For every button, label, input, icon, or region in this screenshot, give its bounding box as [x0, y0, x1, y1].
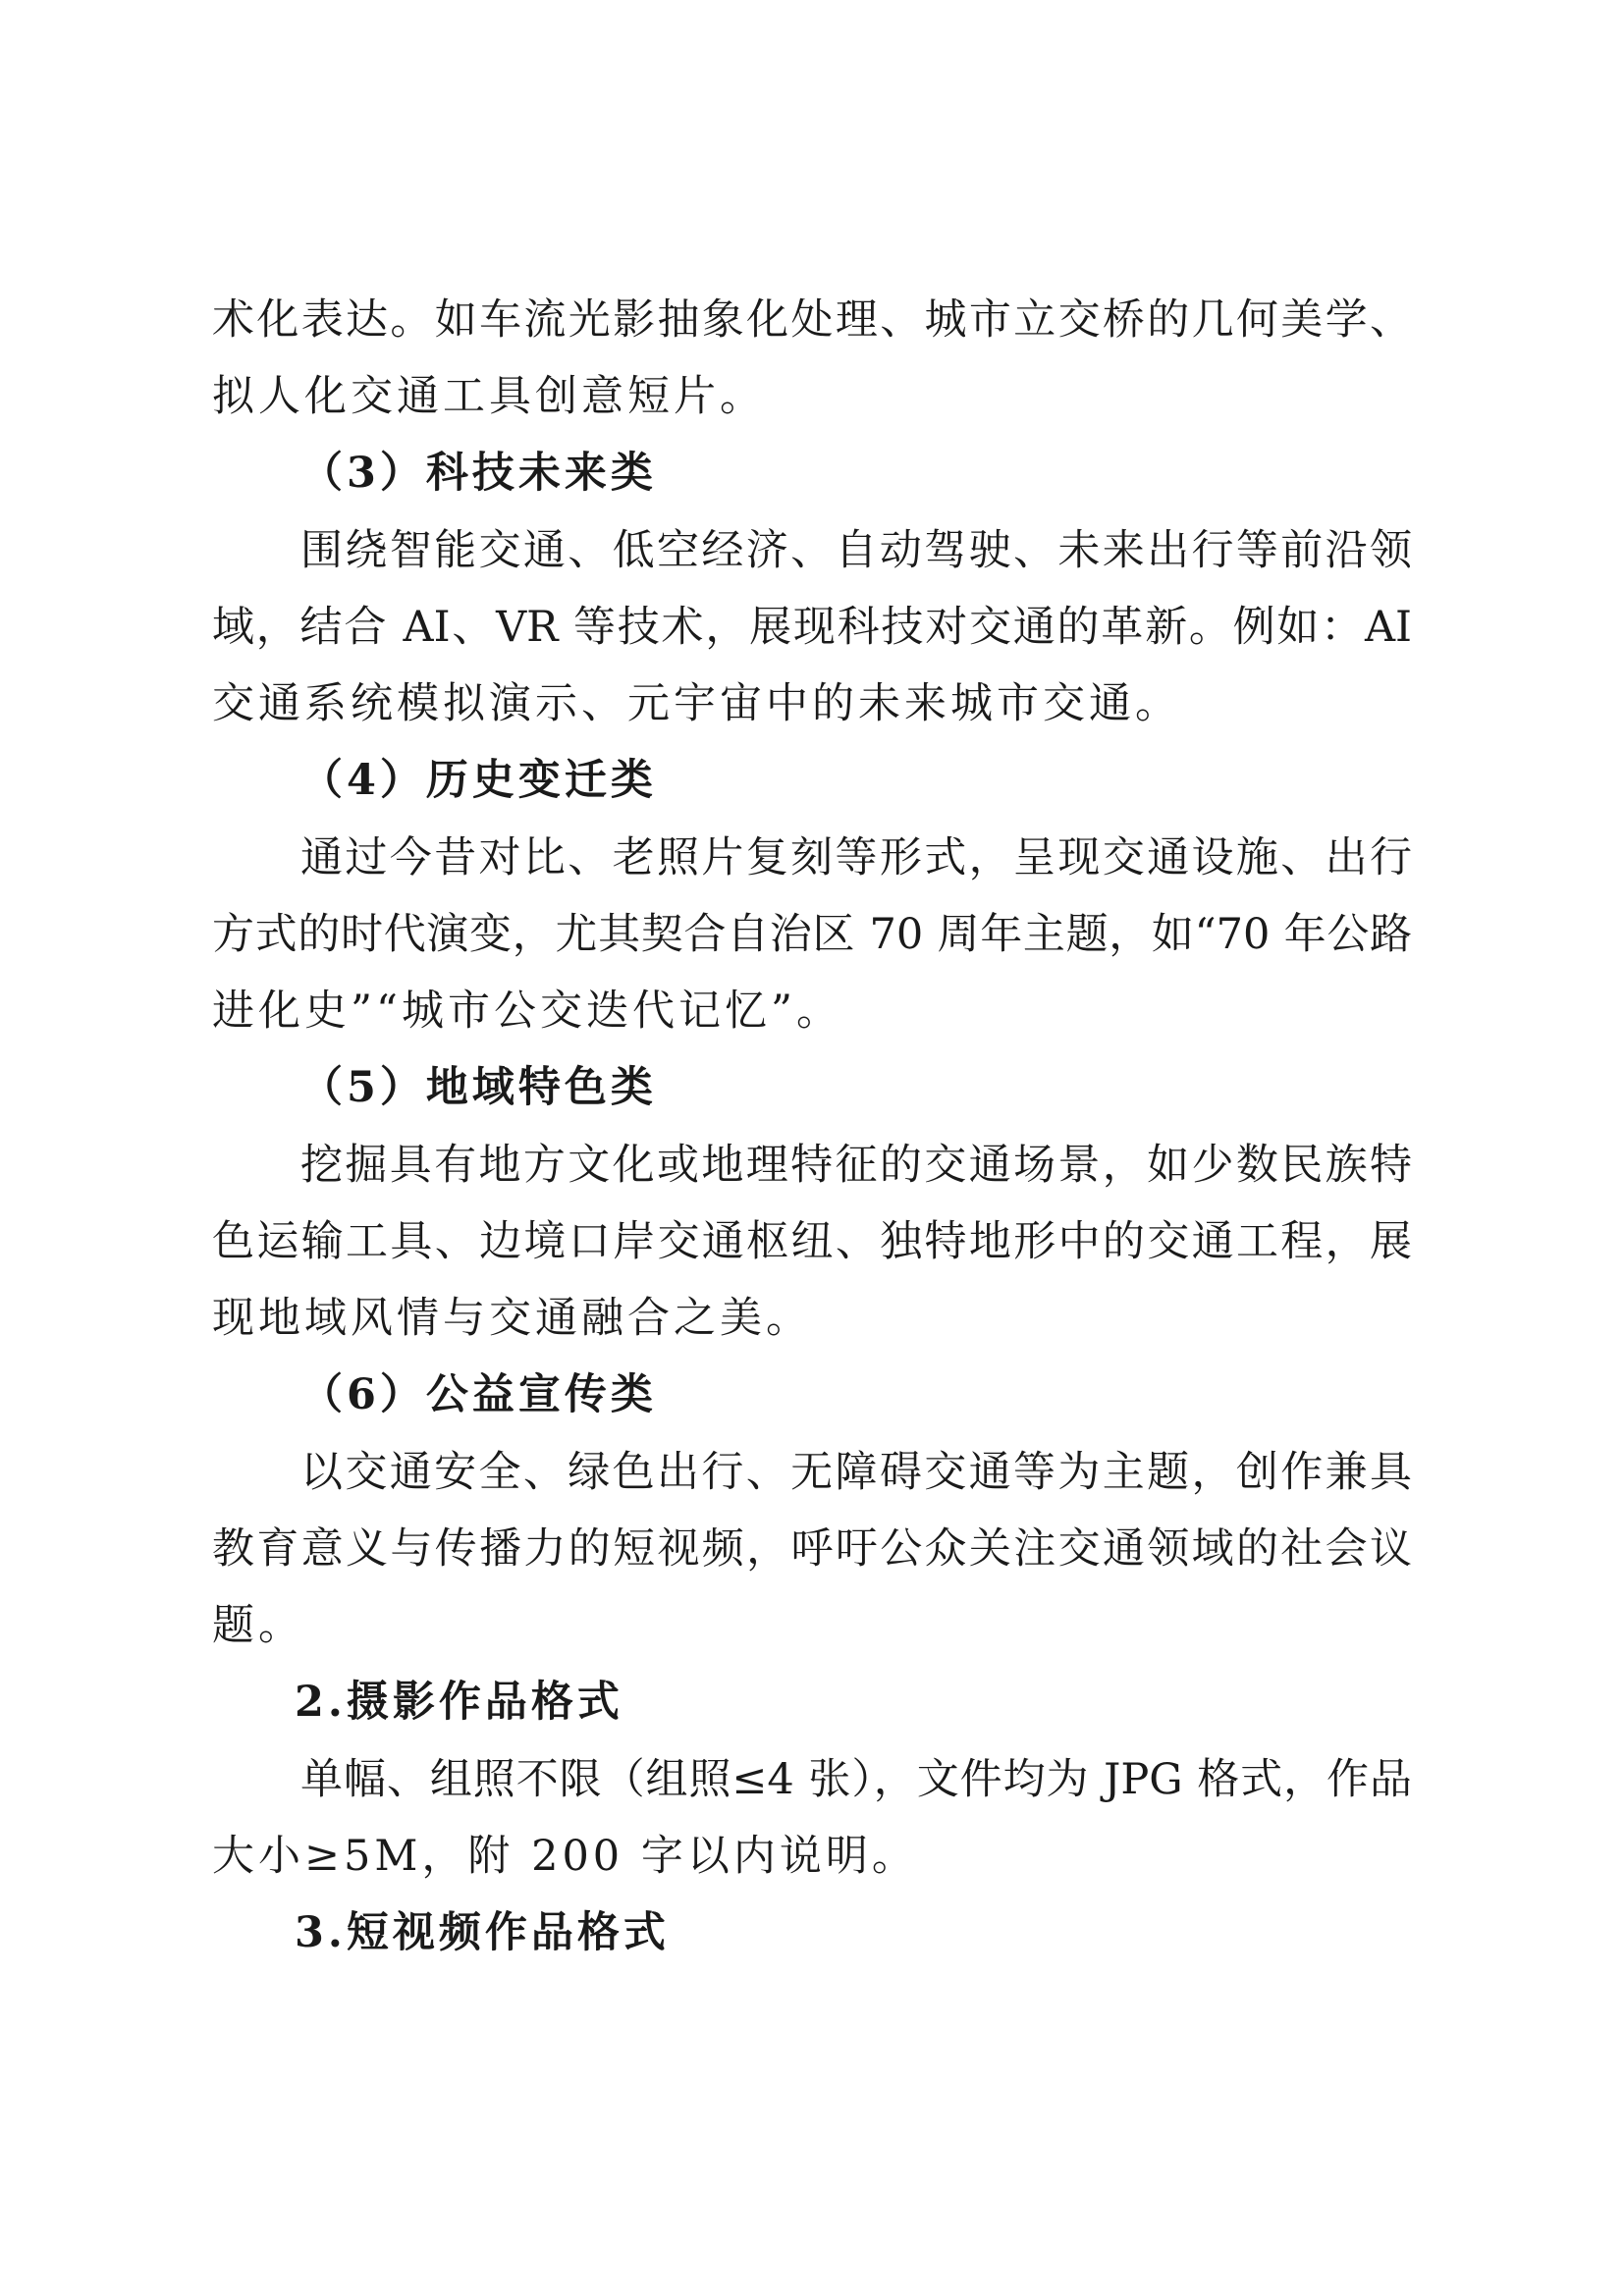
- paragraph-line: 教育意义与传播力的短视频，呼吁公众关注交通领域的社会议: [212, 1524, 1412, 1574]
- paragraph-line: 单幅、组照不限（组照≤4 张），文件均为 JPG 格式，作品: [300, 1755, 1412, 1804]
- subheading-regional: （5）地域特色类: [300, 1063, 657, 1112]
- paragraph-line: 域，结合 AI、VR 等技术，展现科技对交通的革新。例如：AI: [212, 603, 1412, 652]
- paragraph-line: 术化表达。如车流光影抽象化处理、城市立交桥的几何美学、: [212, 295, 1412, 345]
- subheading-public-welfare: （6）公益宣传类: [300, 1370, 657, 1419]
- paragraph-line: 题。: [212, 1601, 304, 1650]
- subheading-history: （4）历史变迁类: [300, 756, 657, 805]
- paragraph-line: 现地域风情与交通融合之美。: [212, 1294, 812, 1343]
- paragraph-line: 色运输工具、边境口岸交通枢纽、独特地形中的交通工程，展: [212, 1217, 1412, 1266]
- paragraph-line: 围绕智能交通、低空经济、自动驾驶、未来出行等前沿领: [300, 526, 1412, 575]
- paragraph-line: 挖掘具有地方文化或地理特征的交通场景，如少数民族特: [300, 1141, 1412, 1190]
- section-heading-photo-format: 2.摄影作品格式: [295, 1678, 623, 1727]
- paragraph-line: 拟人化交通工具创意短片。: [212, 372, 766, 421]
- paragraph-line: 交通系统模拟演示、元宇宙中的未来城市交通。: [212, 679, 1181, 728]
- paragraph-line: 进化史”“城市公交迭代记忆”。: [212, 987, 842, 1036]
- paragraph-line: 方式的时代演变，尤其契合自治区 70 周年主题，如“70 年公路: [212, 910, 1412, 959]
- paragraph-line: 通过今昔对比、老照片复刻等形式，呈现交通设施、出行: [300, 833, 1412, 882]
- paragraph-line: 以交通安全、绿色出行、无障碍交通等为主题，创作兼具: [300, 1448, 1412, 1497]
- section-heading-video-format: 3.短视频作品格式: [295, 1908, 670, 1957]
- subheading-tech-future: （3）科技未来类: [300, 449, 657, 498]
- paragraph-line: 大小≥5M，附 200 字以内说明。: [212, 1832, 918, 1881]
